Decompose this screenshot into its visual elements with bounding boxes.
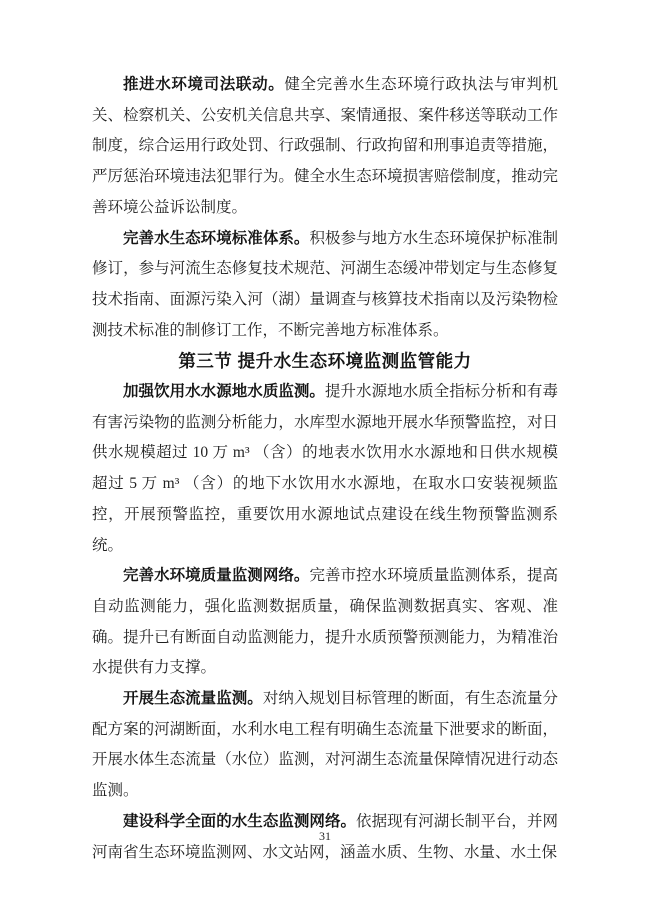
section-heading: 第三节 提升水生态环境监测监管能力	[178, 351, 472, 372]
paragraph-lead: 推进水环境司法联动。	[123, 76, 285, 93]
paragraph-drinking-water-monitoring	[92, 377, 558, 561]
paragraph-lead: 完善水生态环境标准体系。	[123, 229, 310, 247]
paragraph-lead: 加强饮用水水源地水质监测。	[123, 383, 325, 401]
paragraph-body: 依据现有河湖长制平台，并网河南省生态环境监测网、水文站网，涵盖水质、生物、水量、水土保	[92, 812, 558, 861]
paragraph-judicial-linkage	[92, 70, 558, 224]
paragraph-body: 完善市控水环境质量监测体系，提高自动监测能力，强化监测数据质量，确保监测数据真实、客观、准确。提升已有断面自动监测能力，提升水质预警预测能力，为精准治水提供有力支撑。	[92, 567, 558, 677]
page-number: 31	[319, 829, 331, 843]
document-body	[92, 70, 558, 868]
paragraph-lead: 建设科学全面的水生态监测网络。	[123, 812, 357, 830]
paragraph-eco-flow-monitoring	[92, 684, 558, 807]
paragraph-body: 对纳入规划目标管理的断面，有生态流量分配方案的河湖断面，水利水电工程有明确生态流量下泄要求的断面，开展水体生态流量（水位）监测，对河湖生态流量保障情况进行动态监测。	[92, 690, 558, 800]
paragraph-lead: 完善水环境质量监测网络。	[123, 567, 310, 585]
paragraph-lead: 开展生态流量监测。	[123, 690, 263, 708]
paragraph-body: 健全完善水生态环境行政执法与审判机关、检察机关、公安机关信息共享、案情通报、案件移送等联动工作制度，综合运用行政处罚、行政强制、行政拘留和刑事追责等措施，严厉惩治环境违法犯罪行为。健全水生态环境损害赔偿制度，推动完善环境公益诉讼制度。	[92, 76, 558, 216]
paragraph-standard-system	[92, 224, 558, 347]
paragraph-body: 提升水源地水质全指标分析和有毒有害污染物的监测分析能力，水库型水源地开展水华预警监控，对日供水规模超过 10 万 m³ （含）的地表水饮用水水源地和日供水规模超过 5 万 m³ （含）的地下水饮用水水源地，在取水口安装视频监控，开展预警监控，重要饮用水源地试点建设在线生物预警监测系统。	[92, 383, 558, 554]
paragraph-quality-monitoring-network	[92, 561, 558, 684]
paragraph-body: 积极参与地方水生态环境保护标准制修订，参与河流生态修复技术规范、河湖生态缓冲带划定与生态修复技术指南、面源污染入河（湖）量调查与核算技术指南以及污染物检测技术标准的制修订工作，不断完善地方标准体系。	[92, 229, 558, 339]
